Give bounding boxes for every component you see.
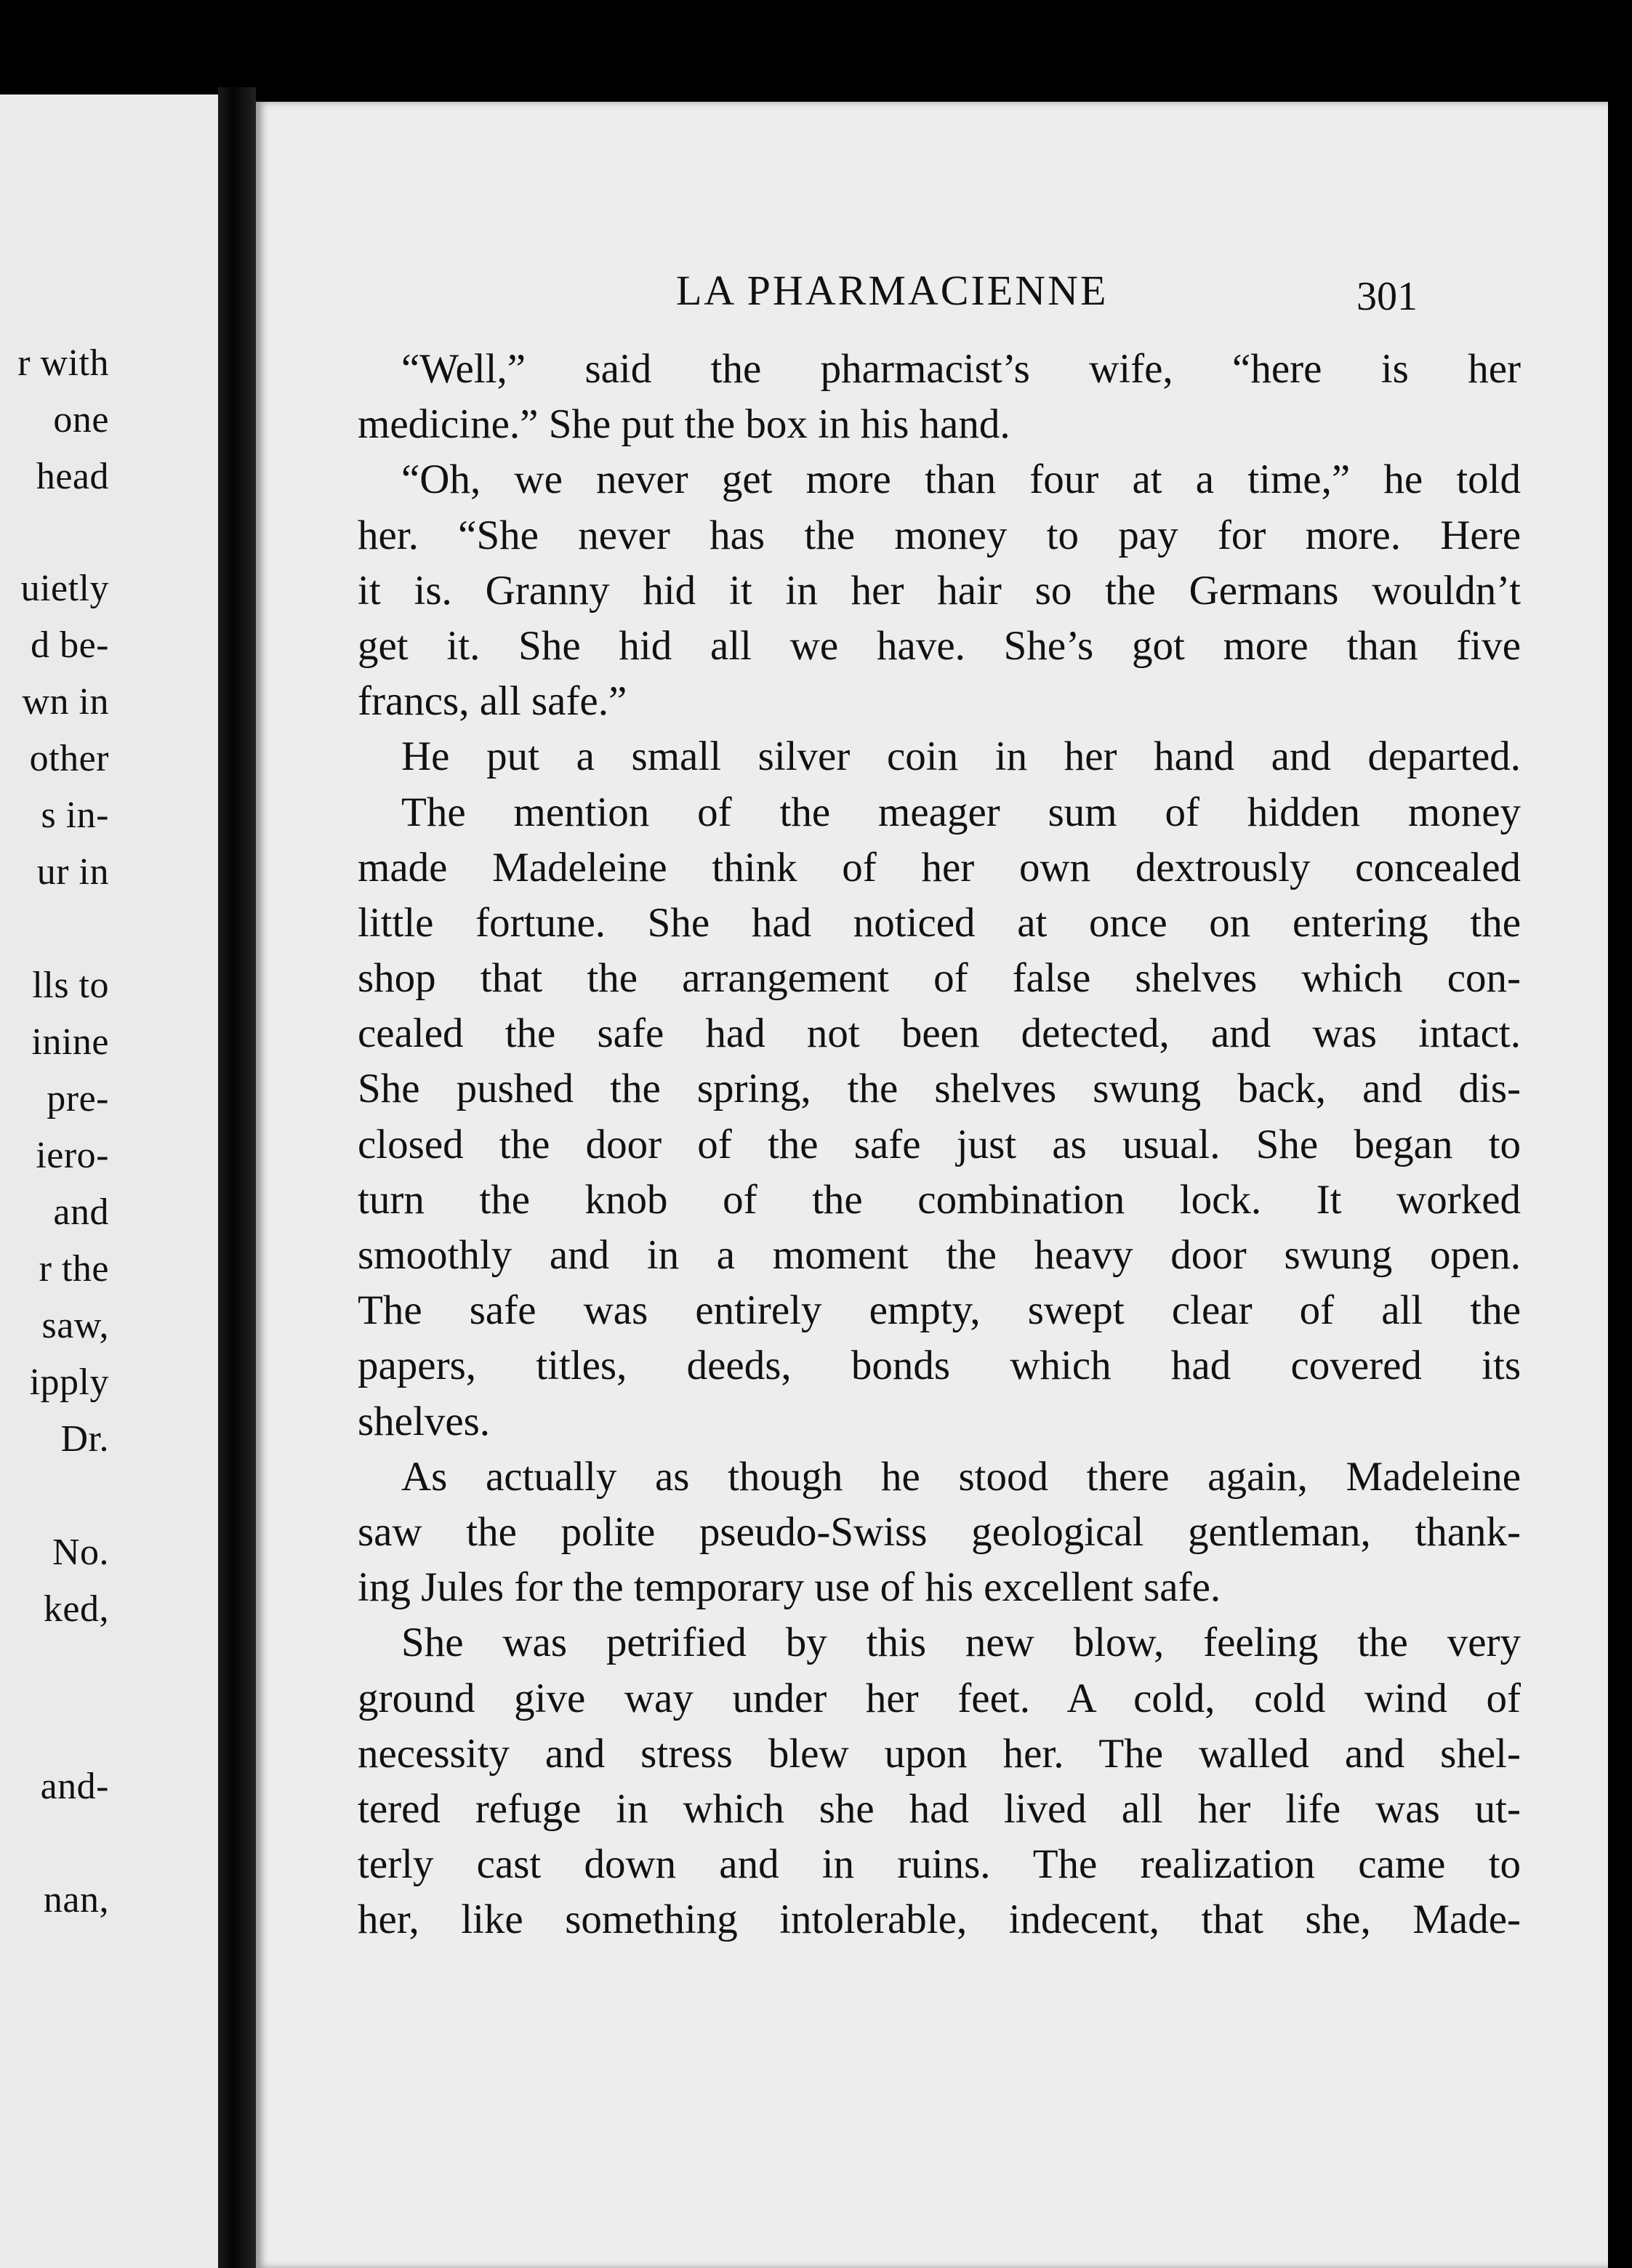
text-line: medicine.” She put the box in his hand. (358, 401, 1010, 448)
left-fragment-line: r the (39, 1248, 109, 1290)
left-fragment-line: ipply (29, 1362, 109, 1403)
left-fragment-line: iero- (36, 1135, 109, 1176)
text-line: smoothly and in a moment the heavy door swung open. (358, 1232, 1521, 1278)
left-fragment-line: s in- (41, 795, 109, 836)
left-fragment-line: No. (52, 1532, 109, 1573)
text-line: ground give way under her feet. A cold, cold wind of (358, 1675, 1521, 1721)
page-header (256, 266, 1608, 324)
text-line: As actually as though he stood there again, Madeleine (401, 1453, 1521, 1500)
page-number: 301 (1356, 274, 1418, 319)
text-line: papers, titles, deeds, bonds which had covered its (358, 1343, 1521, 1389)
text-line: get it. She hid all we have. She’s got more than five (358, 622, 1521, 669)
text-line: shelves. (358, 1398, 491, 1444)
text-line: She was petrified by this new blow, feeling the very (401, 1620, 1521, 1666)
text-line: She pushed the spring, the shelves swung back, and dis- (358, 1066, 1521, 1112)
text-line: made Madeleine think of her own dextrously concealed (358, 844, 1521, 890)
text-line: saw the polite pseudo-Swiss geological gentleman, thank- (358, 1508, 1521, 1555)
text-line: “Oh, we never get more than four at a time,” he told (401, 457, 1521, 503)
text-line: tered refuge in which she had lived all her life was ut- (358, 1785, 1521, 1832)
scan-border (1608, 102, 1632, 2268)
left-fragment-line: d be- (31, 624, 109, 666)
text-line: “Well,” said the pharmacist’s wife, “here is her (401, 346, 1521, 392)
text-line: closed the door of the safe just as usual. She began to (358, 1121, 1521, 1167)
text-line: cealed the safe had not been detected, and was intact. (358, 1010, 1521, 1057)
text-line: ing Jules for the temporary use of his excellent safe. (358, 1564, 1221, 1611)
running-head: LA PHARMACIENNE (676, 267, 1109, 314)
left-fragment-line: ked, (43, 1588, 109, 1630)
page-body-text (358, 342, 1521, 1947)
book-page (256, 102, 1608, 2268)
left-fragment-line: inine (31, 1021, 109, 1063)
text-line: terly cast down and in ruins. The realization came to (358, 1841, 1521, 1888)
book-gutter (218, 87, 256, 2268)
left-fragment-line: ur in (36, 851, 109, 893)
left-fragment-line: wn in (22, 681, 109, 723)
left-fragment-line: saw, (41, 1305, 109, 1346)
previous-page-fragment (0, 94, 218, 2268)
left-fragment-line: and- (40, 1766, 109, 1807)
left-fragment-line: r with (17, 342, 109, 384)
left-fragment-line: and (53, 1191, 109, 1233)
left-fragment-line: head (36, 456, 109, 497)
left-fragment-line: uietly (20, 568, 109, 609)
left-fragment-line: one (53, 399, 109, 441)
text-line: necessity and stress blew upon her. The walled and shel- (358, 1730, 1521, 1777)
text-line: her, like something intolerable, indecent, that she, Made- (358, 1897, 1521, 1943)
left-fragment-line: pre- (47, 1078, 109, 1119)
text-line: it is. Granny hid it in her hair so the Germans wouldn’t (358, 567, 1521, 614)
left-fragment-line: Dr. (60, 1418, 109, 1460)
text-line: her. “She never has the money to pay for more. Here (358, 512, 1521, 558)
text-line: He put a small silver coin in her hand and departed. (401, 733, 1521, 780)
text-line: francs, all safe.” (358, 678, 627, 725)
text-line: little fortune. She had noticed at once on entering the (358, 899, 1521, 946)
left-fragment-line: nan, (43, 1879, 109, 1921)
left-fragment-line: lls to (32, 965, 109, 1006)
text-line: turn the knob of the combination lock. It worked (358, 1176, 1521, 1223)
text-line: The mention of the meager sum of hidden money (401, 789, 1521, 835)
text-line: shop that the arrangement of false shelves which con- (358, 955, 1521, 1002)
left-fragment-line: other (29, 738, 109, 779)
text-line: The safe was entirely empty, swept clear of all the (358, 1287, 1521, 1334)
